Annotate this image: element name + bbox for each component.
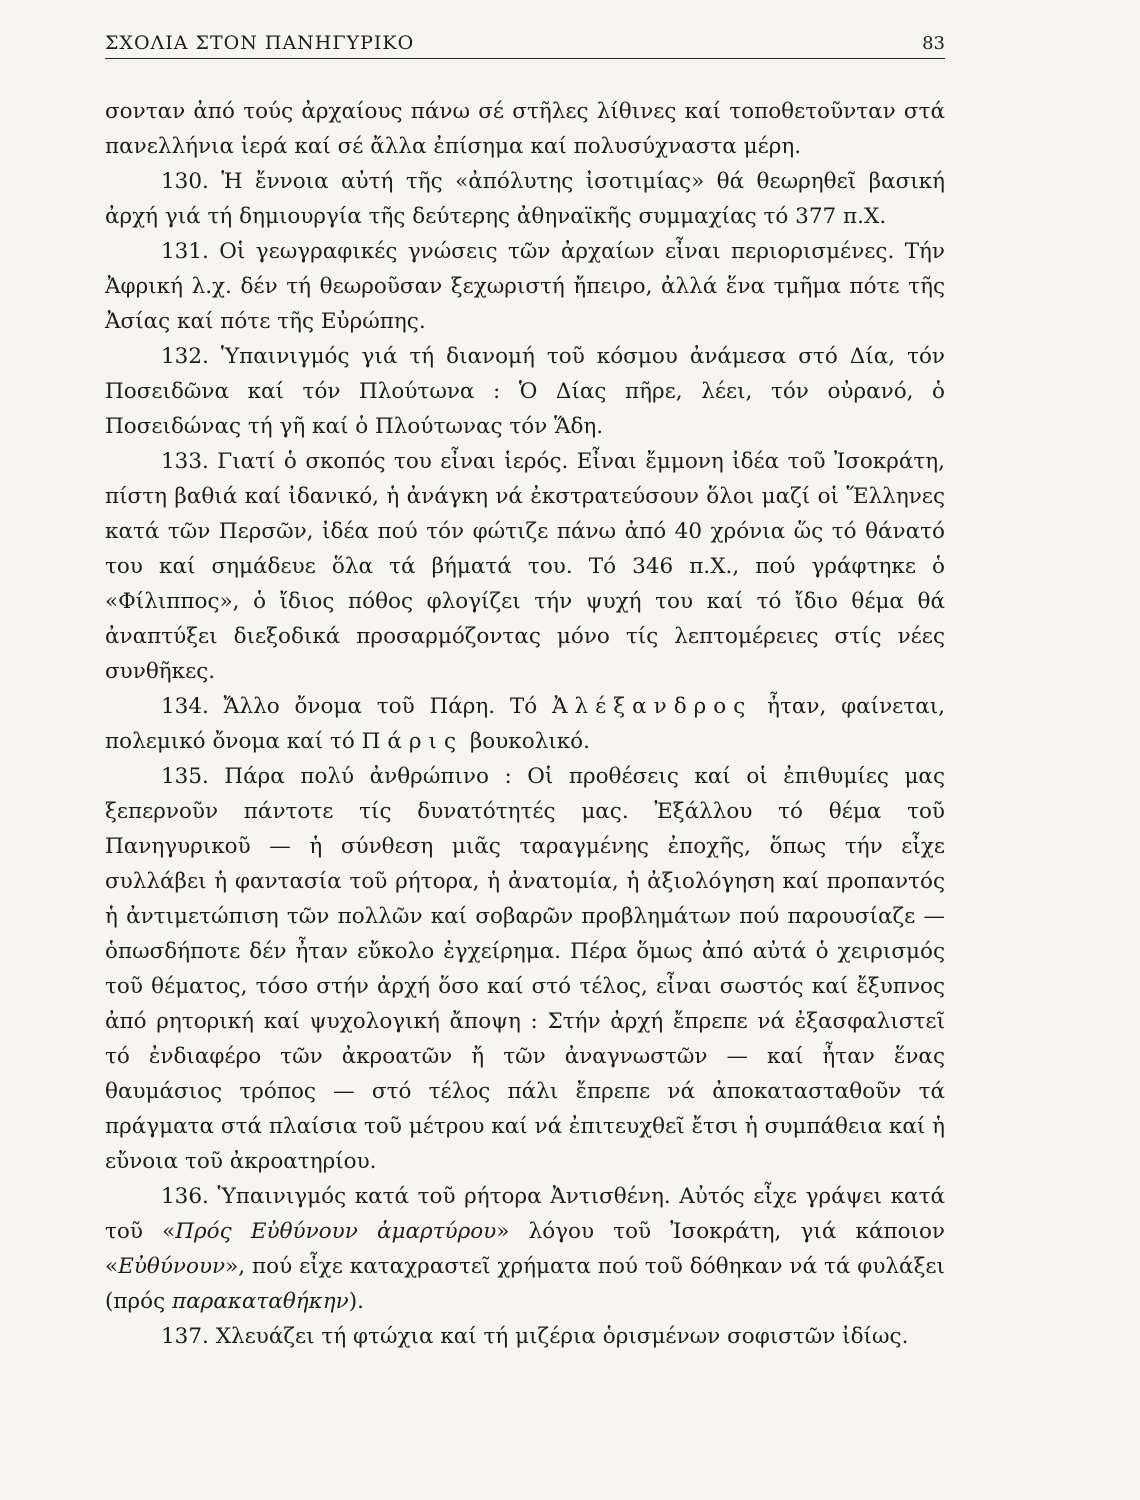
note-136-mid2: », πού εἶχε καταχραστεῖ χρήματα πού τοῦ δόθηκαν νά τά φυλάξει (πρός — [105, 1254, 945, 1314]
note-131: 131. Οἱ γεωγραφικές γνώσεις τῶν ἀρχαίων εἶναι περιορισμένες. Τήν Ἀφρική λ.χ. δέν τή θεωροῦσαν ξεχωριστή ἤπειρο, ἀλλά ἕνα τμῆμα πότε τῆς Ἀσίας καί πότε τῆς Εὐρώπης. — [105, 239, 945, 334]
note-134-mid: ἦταν, φαίνεται, πολεμικό ὄνομα καί τό — [105, 694, 945, 754]
running-title: ΣΧΟΛΙΑ ΣΤΟΝ ΠΑΝΗΓΥΡΙΚΟ — [105, 32, 415, 54]
note-132: 132. Ὑπαινιγμός γιά τή διανομή τοῦ κόσμου ἀνάμεσα στό Δία, τόν Ποσειδῶνα καί τόν Πλούτωνα : Ὁ Δίας πῆρε, λέει, τόν οὐρανό, ὁ Ποσειδώνας τή γῆ καί ὁ Πλούτωνας τόν Ἅδη. — [105, 344, 945, 439]
italic-title-1: Πρός Εὐθύνουν ἀμαρτύρου — [175, 1219, 497, 1244]
notes-body — [105, 94, 945, 1354]
paragraph-continued: σονταν ἀπό τούς ἀρχαίους πάνω σέ στῆλες λίθινες καί τοποθετοῦνταν στά πανελλήνια ἱερά καί σέ ἄλλα ἐπίσημα καί πολυσύχναστα μέρη. — [105, 99, 945, 159]
page-number: 83 — [922, 33, 945, 54]
italic-term: παρακαταθήκην — [171, 1289, 349, 1314]
spaced-name-paris: Πάρις — [361, 729, 464, 754]
note-136 — [105, 1179, 945, 1319]
note-136-tail: ). — [348, 1289, 364, 1314]
running-header — [105, 32, 945, 59]
note-134 — [105, 689, 945, 759]
note-136-lead: 136. Ὑπαινιγμός κατά τοῦ ρήτορα Ἀντισθένη. Αὐτός εἶχε γράψει κατά τοῦ « — [105, 1184, 945, 1244]
note-136-mid: » λόγου τοῦ Ἰσοκράτη, γιά κάποιον « — [105, 1219, 945, 1279]
spaced-name-alexandros: Ἀλέξανδρος — [551, 694, 753, 719]
note-133: 133. Γιατί ὁ σκοπός του εἶναι ἱερός. Εἶναι ἔμμονη ἰδέα τοῦ Ἰσοκράτη, πίστη βαθιά καί ἰδανικό, ἡ ἀνάγκη νά ἐκστρατεύσουν ὅλοι μαζί οἱ Ἕλληνες κατά τῶν Περσῶν, ἰδέα πού τόν φώτιζε πάνω ἀπό 40 χρόνια ὥς τό θάνατό του καί σημάδευε ὅλα τά βήματά του. Τό 346 π.Χ., πού γράφτηκε ὁ «Φίλιππος», ὁ ἴδιος πόθος φλογίζει τήν ψυχή του καί τό ἴδιο θέμα θά ἀναπτύξει διεξοδικά προσαρμόζοντας μόνο τίς λεπτομέρειες στίς νέες συνθῆκες. — [105, 449, 945, 684]
italic-title-2: Εὐθύνουν — [118, 1254, 226, 1279]
note-135: 135. Πάρα πολύ ἀνθρώπινο : Οἱ προθέσεις καί οἱ ἐπιθυμίες μας ξεπερνοῦν πάντοτε τίς δυνατότητές μας. Ἐξάλλου τό θέμα τοῦ Πανηγυρικοῦ — ἡ σύνθεση μιᾶς ταραγμένης ἐποχῆς, ὅπως τήν εἶχε συλλάβει ἡ φαντασία τοῦ ρήτορα, ἡ ἀνατομία, ἡ ἀξιολόγηση καί προπαντός ἡ ἀντιμετώπιση τῶν πολλῶν καί σοβαρῶν προβλημάτων πού παρουσίαζε — ὁπωσδήποτε δέν ἦταν εὔκολο ἐγχείρημα. Πέρα ὅμως ἀπό αὐτά ὁ χειρισμός τοῦ θέματος, τόσο στήν ἀρχή ὅσο καί στό τέλος, εἶναι σωστός καί ἔξυπνος ἀπό ρητορική καί ψυχολογική ἄποψη : Στήν ἀρχή ἔπρεπε νά ἐξασφαλιστεῖ τό ἐνδιαφέρο τῶν ἀκροατῶν ἤ τῶν ἀναγνωστῶν — καί ἦταν ἕνας θαυμάσιος τρόπος — στό τέλος πάλι ἔπρεπε νά ἀποκατασταθοῦν τά πράγματα στά πλαίσια τοῦ μέτρου καί νά ἐπιτευχθεῖ ἔτσι ἡ συμπάθεια καί ἡ εὔνοια τοῦ ἀκροατηρίου. — [105, 764, 945, 1174]
note-137: 137. Χλευάζει τή φτώχια καί τή μιζέρια ὁρισμένων σοφιστῶν ἰδίως. — [161, 1324, 909, 1349]
note-134-lead: 134. Ἄλλο ὄνομα τοῦ Πάρη. Τό — [161, 694, 552, 719]
note-134-tail: βουκολικό. — [463, 729, 590, 754]
note-130: 130. Ἡ ἔννοια αὐτή τῆς «ἀπόλυτης ἰσοτιμίας» θά θεωρηθεῖ βασική ἀρχή γιά τή δημιουργία τῆς δεύτερης ἀθηναϊκῆς συμμαχίας τό 377 π.Χ. — [105, 169, 945, 229]
